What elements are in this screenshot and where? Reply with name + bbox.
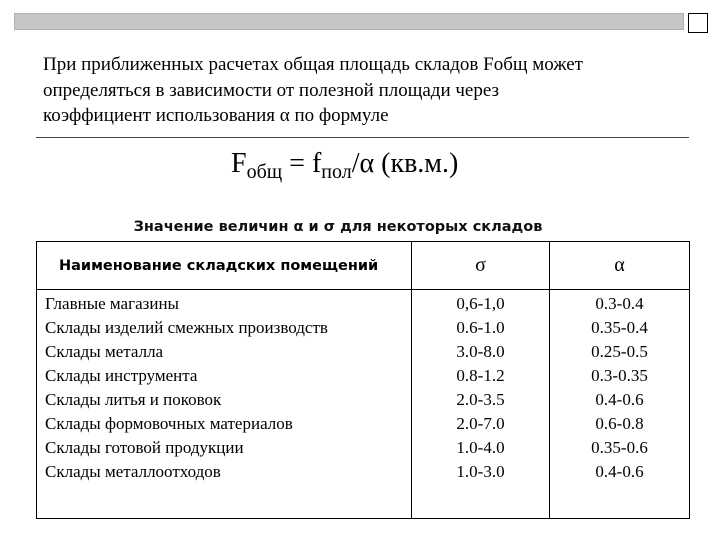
sigma-value: 0,6-1,0 <box>456 294 505 313</box>
warehouse-name: Склады металла <box>45 342 164 361</box>
sigma-value: 1.0-3.0 <box>456 462 505 481</box>
warehouse-name: Склады инструмента <box>45 366 198 385</box>
alpha-value: 0.3-0.35 <box>591 366 648 385</box>
table-caption-wrap <box>0 219 720 235</box>
sigma-value: 1.0-4.0 <box>456 438 505 457</box>
corner-square <box>688 13 708 33</box>
alpha-value: 0.6-0.8 <box>595 414 644 433</box>
alpha-value: 0.3-0.4 <box>595 294 644 313</box>
header-name: Наименование складских помещений <box>37 242 412 290</box>
alpha-value: 0.25-0.5 <box>591 342 648 361</box>
warehouse-table <box>36 241 690 519</box>
warehouse-name: Склады металлоотходов <box>45 462 221 481</box>
formula-middle: = f <box>282 148 322 179</box>
warehouse-name: Склады формовочных материалов <box>45 414 293 433</box>
sigma-value: 2.0-3.5 <box>456 390 505 409</box>
sigma-column <box>412 290 550 519</box>
table-caption: Значение величин α и σ для некоторых складов <box>133 219 543 235</box>
sigma-value: 3.0-8.0 <box>456 342 505 361</box>
warehouse-name: Главные магазины <box>45 294 179 313</box>
formula <box>231 148 458 184</box>
header-sigma: σ <box>412 242 550 290</box>
formula-tail: /α (кв.м.) <box>351 148 459 179</box>
sigma-value: 2.0-7.0 <box>456 414 505 433</box>
table-header-row <box>37 242 690 290</box>
title-bar <box>14 13 684 30</box>
alpha-column <box>550 290 690 519</box>
intro-paragraph: При приближенных расчетах общая площадь складов Fобщ может определяться в зависимости от полезной площади через коэффициент использования α по формуле <box>43 54 583 126</box>
formula-main: F <box>231 148 247 179</box>
warehouse-name: Склады литья и поковок <box>45 390 222 409</box>
header-alpha: α <box>550 242 690 290</box>
formula-sub-useful: пол <box>321 161 352 183</box>
alpha-value: 0.4-0.6 <box>595 390 644 409</box>
table-body-row <box>37 290 690 519</box>
sigma-value: 0.8-1.2 <box>456 366 505 385</box>
alpha-value: 0.35-0.4 <box>591 318 648 337</box>
names-column <box>37 290 412 519</box>
warehouse-name: Склады готовой продукции <box>45 438 244 457</box>
alpha-value: 0.35-0.6 <box>591 438 648 457</box>
sigma-value: 0.6-1.0 <box>456 318 505 337</box>
divider-line <box>36 137 689 138</box>
alpha-value: 0.4-0.6 <box>595 462 644 481</box>
warehouse-name: Склады изделий смежных производств <box>45 318 328 337</box>
formula-sub-total: общ <box>246 161 283 183</box>
